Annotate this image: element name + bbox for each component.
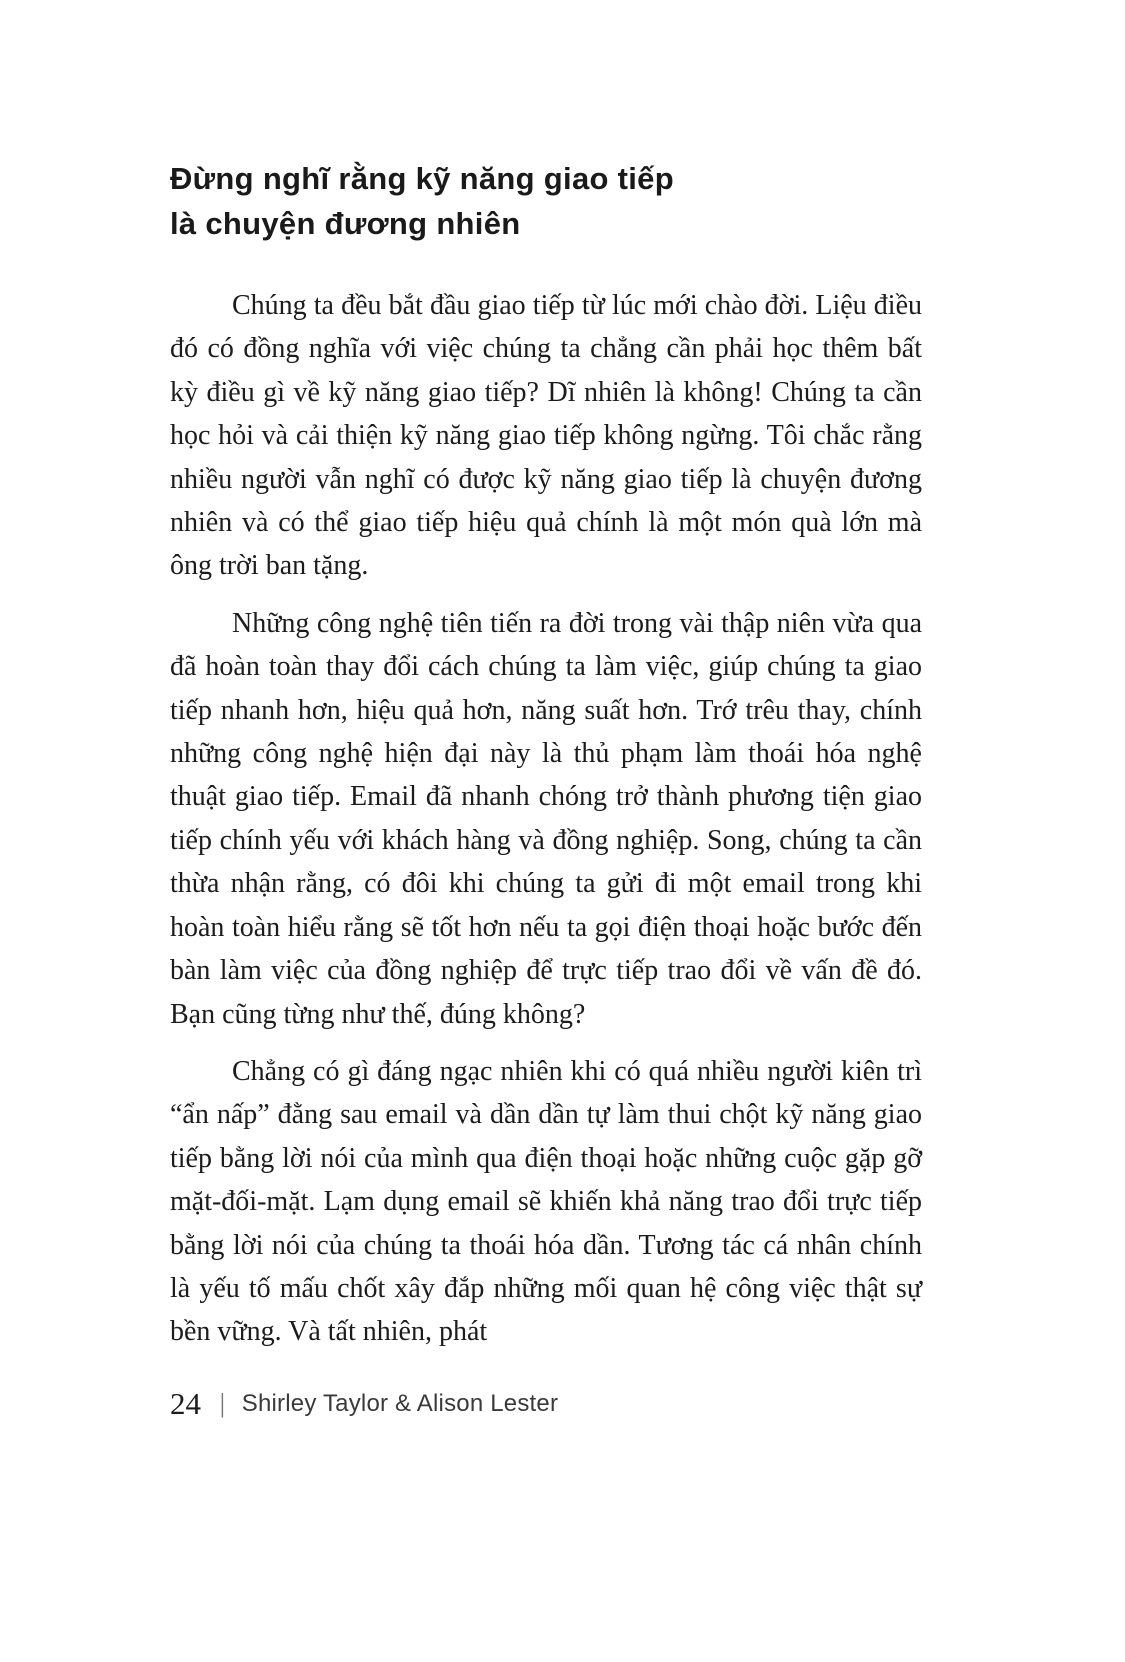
footer-separator: | [220, 1388, 225, 1419]
paragraph-2: Những công nghệ tiên tiến ra đời trong vài thập niên vừa qua đã hoàn toàn thay đổi cách chúng ta làm việc, giúp chúng ta giao tiếp nhanh hơn, hiệu quả hơn, năng suất hơn. Trớ trêu thay, chính những công nghệ hiện đại này là thủ phạm làm thoái hóa nghệ thuật giao tiếp. Email đã nhanh chóng trở thành phương tiện giao tiếp chính yếu với khách hàng và đồng nghiệp. Song, chúng ta cần thừa nhận rằng, có đôi khi chúng ta gửi đi một email trong khi hoàn toàn hiểu rằng sẽ tốt hơn nếu ta gọi điện thoại hoặc bước đến bàn làm việc của đồng nghiệp để trực tiếp trao đổi về vấn đề đó. Bạn cũng từng như thế, đúng không? [170, 607, 922, 1030]
page-footer [170, 1386, 922, 1422]
paragraph-3: Chẳng có gì đáng ngạc nhiên khi có quá nhiều người kiên trì “ẩn nấp” đằng sau email và dần dần tự làm thui chột kỹ năng giao tiếp bằng lời nói của mình qua điện thoại hoặc những cuộc gặp gỡ mặt-đối-mặt. Lạm dụng email sẽ khiến khả năng trao đổi trực tiếp bằng lời nói của chúng ta thoái hóa dần. Tương tác cá nhân chính là yếu tố mấu chốt xây đắp những mối quan hệ công việc thật sự bền vững. Và tất nhiên, phát [170, 1055, 922, 1348]
section-heading [170, 156, 922, 246]
heading-line-1: Đừng nghĩ rằng kỹ năng giao tiếp [170, 161, 674, 196]
paragraph-1: Chúng ta đều bắt đầu giao tiếp từ lúc mới chào đời. Liệu điều đó có đồng nghĩa với việc chúng ta chẳng cần phải học thêm bất kỳ điều gì về kỹ năng giao tiếp? Dĩ nhiên là không! Chúng ta cần học hỏi và cải thiện kỹ năng giao tiếp không ngừng. Tôi chắc rằng nhiều người vẫn nghĩ có được kỹ năng giao tiếp là chuyện đương nhiên và có thể giao tiếp hiệu quả chính là một món quà lớn mà ông trời ban tặng. [170, 290, 922, 582]
page-number: 24 [170, 1385, 201, 1421]
footer-authors: Shirley Taylor & Alison Lester [241, 1389, 559, 1417]
heading-line-2: là chuyện đương nhiên [170, 206, 521, 241]
